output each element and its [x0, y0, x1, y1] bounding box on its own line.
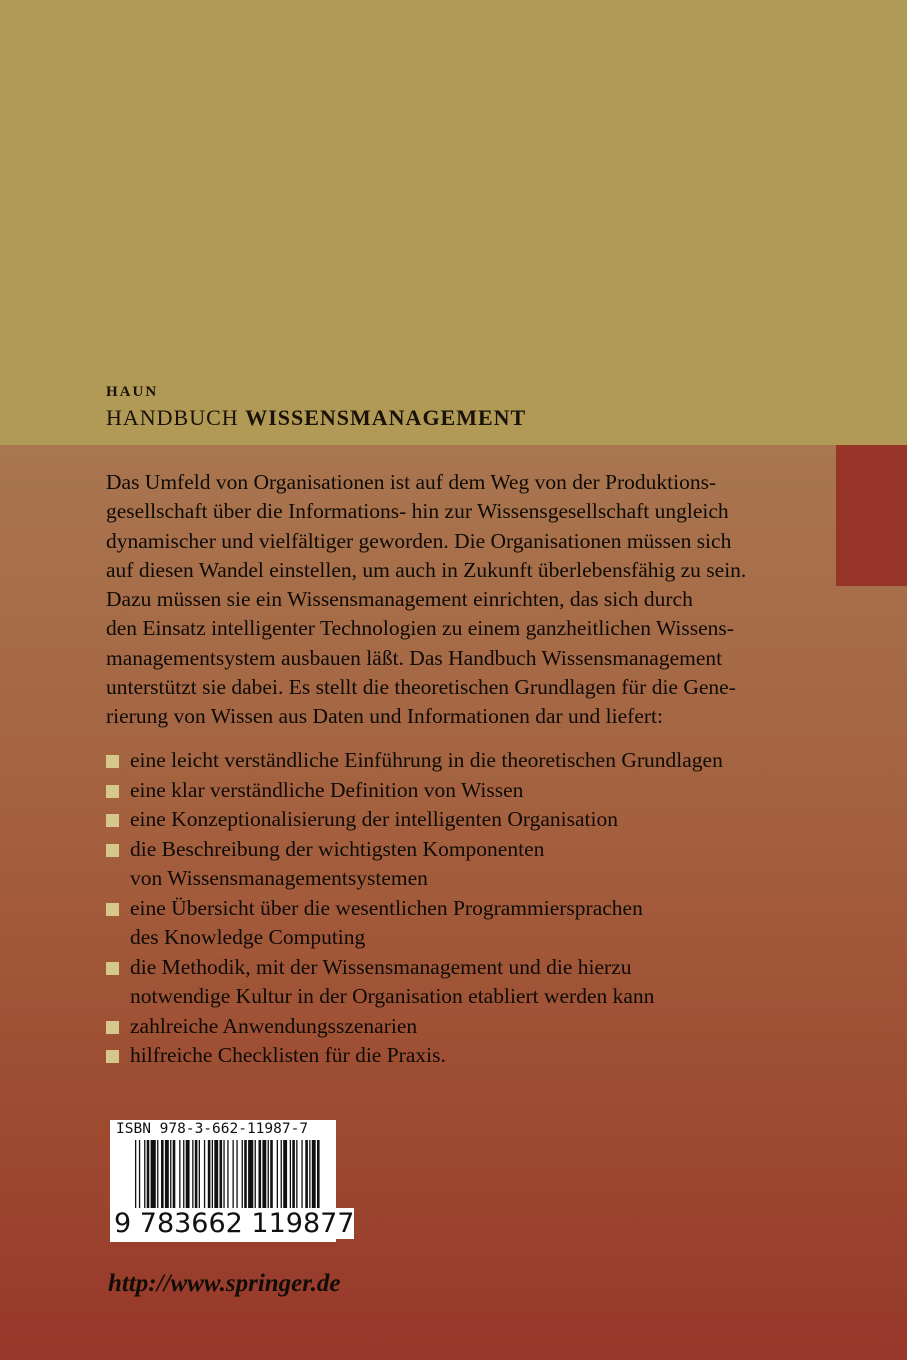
list-item-text: hilfreiche Checklisten für die Praxis.: [130, 1043, 446, 1067]
feature-list: [106, 746, 723, 1071]
bullet-square-icon: [106, 844, 119, 857]
bullet-square-icon: [106, 1021, 119, 1034]
list-item-text: eine klar verständliche Definition von Wissen: [130, 777, 524, 802]
cover-top-band: [0, 0, 907, 445]
description-line: dynamischer und vielfältiger geworden. Die Organisationen müssen sich: [106, 528, 732, 553]
list-item-text: zahlreiche Anwendungsszenarien: [130, 1013, 418, 1038]
list-item: [106, 746, 723, 776]
barcode-digits-text: 9 783662 119877: [114, 1208, 355, 1239]
author-name: HAUN: [106, 384, 159, 400]
book-title: [106, 405, 526, 431]
bullet-square-icon: [106, 785, 119, 798]
bullet-square-icon: [106, 1050, 119, 1063]
title-regular: HANDBUCH: [106, 405, 246, 430]
bullet-square-icon: [106, 903, 119, 916]
description-line: Das Umfeld von Organisationen ist auf dem Weg von der Produktions-: [106, 470, 717, 494]
list-item-text: die Methodik, mit der Wissensmanagement und die hierzu: [130, 954, 632, 979]
description-line: Dazu müssen sie ein Wissensmanagement einrichten, das sich durch: [106, 587, 693, 612]
list-item: [106, 776, 723, 806]
description-line: rierung von Wissen aus Daten und Informationen dar und liefert:: [106, 704, 663, 729]
list-item-text: des Knowledge Computing: [130, 925, 366, 949]
description-line: den Einsatz intelligenter Technologien zu einem ganzheitlichen Wissens-: [106, 616, 734, 641]
list-item: [106, 835, 723, 865]
description-line: auf diesen Wandel einstellen, um auch in Zukunft überlebensfähig zu sein.: [106, 557, 747, 582]
title-bold: WISSENSMANAGEMENT: [245, 405, 527, 430]
list-item-text: eine leicht verständliche Einführung in die theoretischen Grundlagen: [130, 748, 723, 772]
list-item: [106, 1041, 723, 1071]
list-item: [106, 953, 723, 983]
list-item-text: notwendige Kultur in der Organisation etabliert werden kann: [130, 984, 655, 1008]
bullet-square-icon: [106, 962, 119, 975]
bullet-square-icon: [106, 755, 119, 768]
description-line: unterstützt sie dabei. Es stellt die theoretischen Grundlagen für die Gene-: [106, 675, 736, 700]
list-item: [106, 864, 723, 894]
description-line: gesellschaft über die Informations- hin zur Wissensgesellschaft ungleich: [106, 499, 729, 524]
description-paragraph: [106, 468, 821, 732]
list-item-text: die Beschreibung der wichtigsten Komponenten: [130, 836, 545, 861]
red-accent-tab: [836, 445, 907, 586]
list-item: [106, 923, 723, 953]
isbn-barcode: [110, 1120, 355, 1242]
list-item: [106, 982, 723, 1012]
list-item-text: von Wissensmanagementsystemen: [130, 866, 428, 890]
bullet-square-icon: [106, 814, 119, 827]
isbn-text: ISBN 978-3-662-11987-7: [116, 1121, 309, 1137]
list-item: [106, 894, 723, 924]
publisher-url[interactable]: http://www.springer.de: [108, 1270, 341, 1297]
list-item-text: eine Konzeptionalisierung der intelligenten Organisation: [130, 807, 618, 831]
description-line: managementsystem ausbauen läßt. Das Handbuch Wissensmanagement: [106, 645, 723, 670]
barcode-digits: [114, 1208, 354, 1239]
list-item: [106, 1012, 723, 1042]
list-item: [106, 805, 723, 835]
list-item-text: eine Übersicht über die wesentlichen Programmiersprachen: [130, 895, 643, 920]
